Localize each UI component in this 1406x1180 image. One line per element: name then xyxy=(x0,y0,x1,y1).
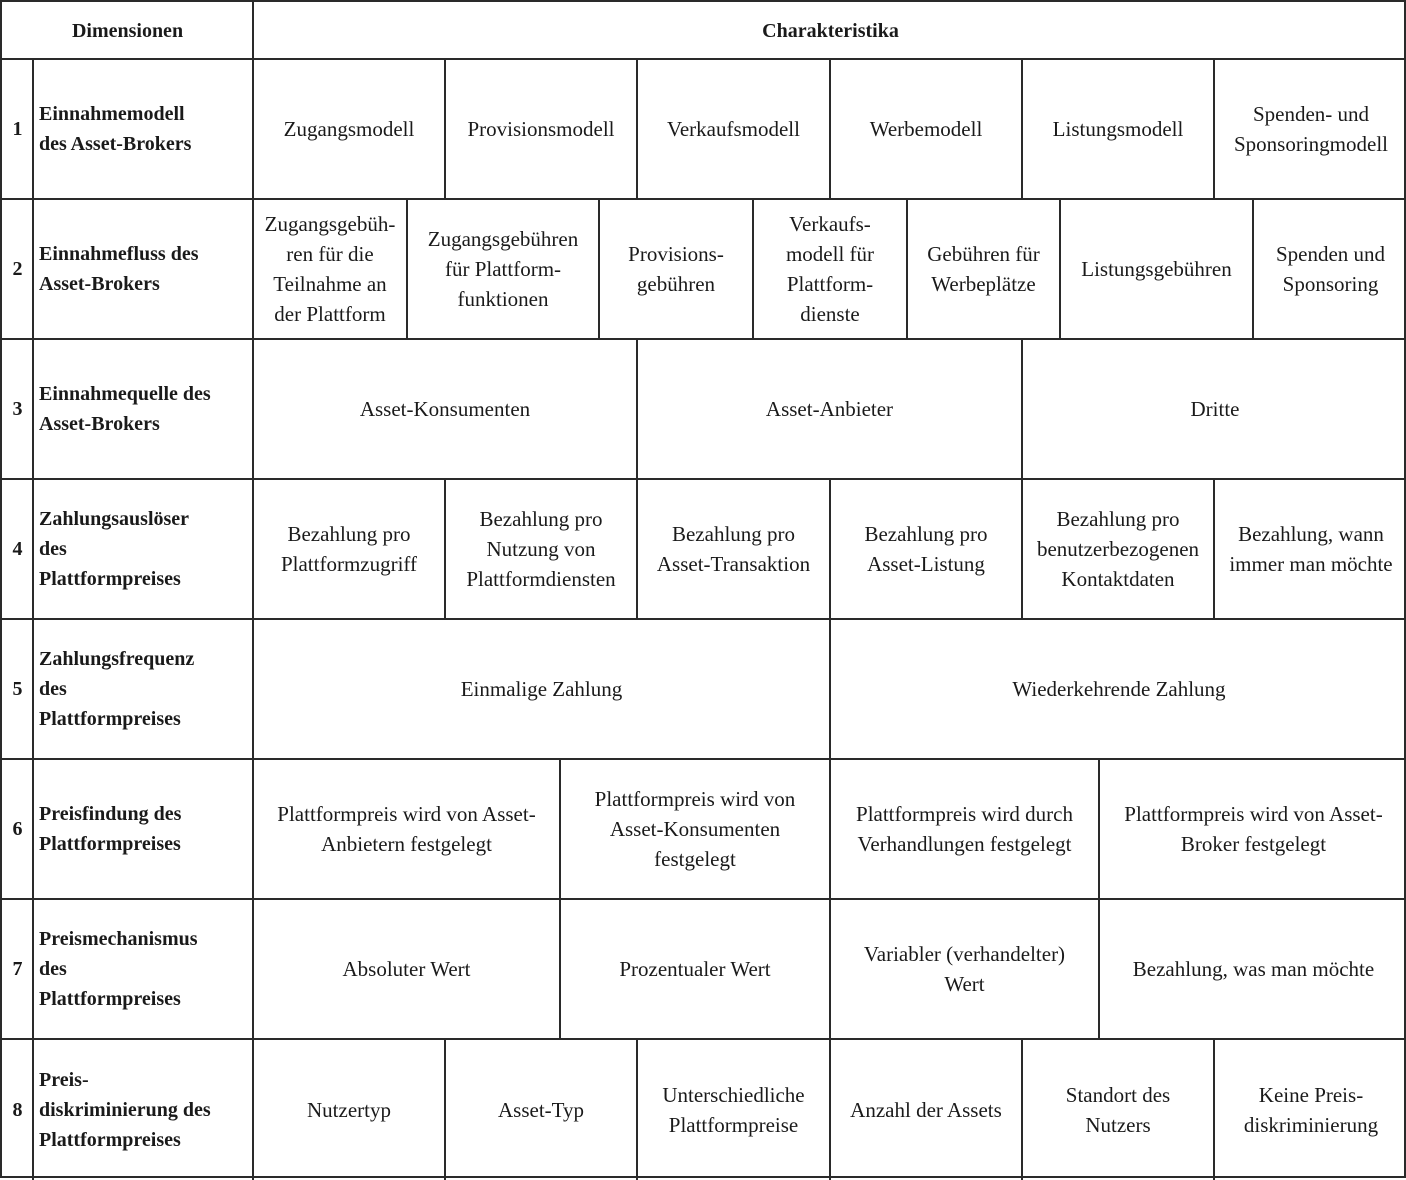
characteristic-cell: Plattformpreis wird von Asset- Anbietern festgelegt xyxy=(277,802,536,856)
dimension-label: Einnahmequelle des Asset-Brokers xyxy=(39,383,211,435)
grid-line xyxy=(1021,339,1023,479)
grid-line xyxy=(32,59,34,1180)
grid-line xyxy=(406,199,408,339)
characteristic-cell: Bezahlung pro Nutzung von Plattformdiensten xyxy=(466,507,616,591)
characteristic-cell: Werbemodell xyxy=(869,117,983,141)
characteristic-cell: Keine Preis- diskriminierung xyxy=(1243,1082,1379,1137)
characteristic-cell: Listungsgebühren xyxy=(1081,257,1232,281)
characteristic-cell: Plattformpreis wird durch Verhandlungen festgelegt xyxy=(856,802,1073,856)
grid-line xyxy=(1213,479,1215,619)
grid-line xyxy=(829,619,831,759)
grid-line xyxy=(1059,199,1061,339)
grid-line xyxy=(2,198,1406,200)
characteristic-cell: Verkaufsmodell xyxy=(667,117,800,141)
characteristic-cell: Bezahlung pro Asset-Transaktion xyxy=(656,522,811,576)
characteristic-cell: Absoluter Wert xyxy=(342,957,471,981)
header-characteristics: Charakteristika xyxy=(762,19,899,42)
dimension-label: Zahlungsauslöser des Plattformpreises xyxy=(39,508,190,590)
characteristic-cell: Provisions- gebühren xyxy=(628,242,724,296)
row-number: 5 xyxy=(12,678,23,700)
characteristic-cell: Anzahl der Assets xyxy=(850,1097,1002,1122)
characteristic-cell: Wiederkehrende Zahlung xyxy=(1012,677,1226,701)
grid-line xyxy=(752,199,754,339)
characteristic-cell: Asset-Typ xyxy=(497,1097,585,1122)
dimension-label: Zahlungsfrequenz des Plattformpreises xyxy=(39,648,195,730)
grid-line xyxy=(2,618,1406,620)
grid-line xyxy=(829,59,831,199)
characteristic-cell: Dritte xyxy=(1190,397,1240,421)
characteristic-cell: Provisionsmodell xyxy=(467,117,615,141)
dimension-label: Preis- diskriminierung des Plattformpreises xyxy=(39,1068,211,1151)
characteristic-cell: Spenden und Sponsoring xyxy=(1275,242,1386,296)
grid-line xyxy=(636,479,638,619)
dimension-label: Einnahmefluss des Asset-Brokers xyxy=(39,243,199,295)
characteristic-cell: Listungsmodell xyxy=(1052,117,1184,141)
grid-line xyxy=(444,479,446,619)
characteristic-cell: Bezahlung, was man möchte xyxy=(1132,957,1375,981)
grid-line xyxy=(636,339,638,479)
characteristic-cell: Asset-Konsumenten xyxy=(359,397,531,421)
grid-line xyxy=(444,59,446,199)
row-number: 7 xyxy=(12,958,23,980)
grid-line xyxy=(559,759,561,1039)
characteristic-cell: Bezahlung, wann immer man möchte xyxy=(1229,522,1393,576)
characteristic-cell: Variabler (verhandelter) Wert xyxy=(863,942,1066,996)
grid-line xyxy=(598,199,600,339)
grid-line xyxy=(2,898,1406,900)
characteristic-cell: Einmalige Zahlung xyxy=(460,677,623,701)
grid-line xyxy=(1252,199,1254,339)
characteristic-cell: Verkaufs- modell für Plattform- dienste xyxy=(785,212,875,326)
row-number: 4 xyxy=(12,538,23,560)
characteristic-cell: Plattformpreis wird von Asset-Konsumenten festgelegt xyxy=(594,787,796,871)
grid-line xyxy=(829,1039,831,1180)
grid-line xyxy=(906,199,908,339)
characteristic-cell: Gebühren für Werbeplätze xyxy=(927,242,1040,296)
grid-line xyxy=(252,2,254,1180)
grid-line xyxy=(829,479,831,619)
dimension-label: Preismechanismus des Plattformpreises xyxy=(39,928,198,1010)
characteristic-cell: Unterschiedliche Plattformpreise xyxy=(662,1082,805,1137)
row-number: 1 xyxy=(12,118,23,140)
grid-line xyxy=(2,758,1406,760)
grid-line xyxy=(2,58,1406,60)
grid-line xyxy=(1021,479,1023,619)
grid-line xyxy=(2,478,1406,480)
dimension-label: Preisfindung des Plattformpreises xyxy=(39,803,182,855)
characteristic-cell: Standort des Nutzers xyxy=(1065,1082,1171,1137)
characteristic-cell: Nutzertyp xyxy=(307,1097,391,1122)
characteristic-cell: Asset-Anbieter xyxy=(765,397,894,421)
grid-line xyxy=(1213,1039,1215,1180)
row-number: 8 xyxy=(12,1098,23,1121)
grid-line xyxy=(2,338,1406,340)
characteristic-cell: Spenden- und Sponsoringmodell xyxy=(1233,102,1388,156)
characteristic-cell: Zugangsgebüh- ren für die Teilnahme an der Plattform xyxy=(264,212,396,326)
characteristic-cell: Zugangsmodell xyxy=(283,117,415,141)
grid-line xyxy=(1213,59,1215,199)
characteristic-cell: Bezahlung pro benutzerbezogenen Kontaktdaten xyxy=(1036,507,1200,591)
characteristic-cell: Bezahlung pro Asset-Listung xyxy=(864,522,988,576)
grid-line xyxy=(636,59,638,199)
grid-line xyxy=(829,759,831,1039)
row-number: 3 xyxy=(12,398,23,420)
grid-line xyxy=(1021,1039,1023,1180)
row-number: 6 xyxy=(12,818,23,840)
grid-line xyxy=(444,1039,446,1180)
header-dimensions: Dimensionen xyxy=(71,19,184,42)
grid-line xyxy=(1098,759,1100,1039)
grid-line xyxy=(1021,59,1023,199)
grid-line xyxy=(2,1038,1406,1040)
row-number: 2 xyxy=(12,258,23,280)
characteristic-cell: Zugangsgebühren für Plattform- funktionen xyxy=(427,227,579,311)
characteristic-cell: Prozentualer Wert xyxy=(619,957,771,981)
characteristic-cell: Bezahlung pro Plattformzugriff xyxy=(280,522,418,576)
dimension-label: Einnahmemodell des Asset-Brokers xyxy=(39,103,192,155)
characteristic-cell: Plattformpreis wird von Asset- Broker festgelegt xyxy=(1124,802,1383,856)
grid-line xyxy=(636,1039,638,1180)
